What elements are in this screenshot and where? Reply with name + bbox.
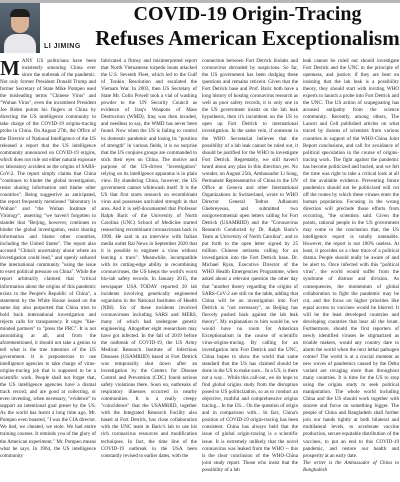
headline-line-1: COVID-19 Origin-Tracing <box>133 3 362 25</box>
column-4-text: leak cannot be ruled out should investigate Fort Detrick and the UNC in the principle of openness, and justice; if they are bent on insisting that the lab leak is a possibility theory, they should start with inviting WHO experts to launch a probe into Fort Detrick and the UNC. The US action of scapegoating has aroused antipathy from the science community. Recently, among others, The Lancet and Cell published articles on what traced by dozens of scientists from various countries in support of the WHO-China Joint Report conclusions, and call for avoidance of political speculation in the course of origins-tracing work. The fight against the pandemic has become politicized and buried, and we felt the time was right to take a critical look at all of the available evidence. Preventing future pandemics should not be politicized will cut off the routes by which these viruses enter the human population. Focusing in the wrong direction will preclude those efforts from occurring, "the scientists said. Given the points, rational people in the US government may come to the conclusion that, the US intelligence report is totally untenable. However, the report is not 100% useless. At least, it provides us a clear trace of a political drama. People should really be aware of and be alert to. Once infected with this "political virus", the world would suffer from the syndrome of distrust and division. As consequences, the momentum of global collaboration to fight the pandemic may be cut, and the focus on higher priorities like equal access to vaccines would be blurred. It will be the least developed countries and developing countries that bear all the brunt. Furthermore, should the first reporters of newly identified viruses be stigmatized as trouble makers, would any country dare to alarm the world when the next lethal pathogen comes? The world is at a crucial moment as new waves of pandemics caused by the Delta variant are ravaging more than throughout many countries. It is time for the US to stop using the origins study to seek political manipulation. The whole world including China and the US should work together with sincere and focus on something bigger. The people of China and Bangladesh shall further join our hands tightly at both bilateral and multilateral levels, to accelerate vaccine production, secure equitable distribution of the vaccines, to put an end to this COVID-19 pandemic, and restore our health and prosperity at an early date. <box>303 58 399 459</box>
article-column-3 <box>202 58 298 482</box>
column-3-text: connection between Fort Detrick biolabs and coronavirus shrouded by suspicions. So far, the US government has been dodging these questions and remains reticent. Given that the Fort Detrick base and Prof. Baric both have a long history of hosting coronavirus research as well as poor safety records, it is only one in the US government insists on the lab leak hypothesis, then it's incumbent on the US to open up Fort Detrick to international investigation. In the same vein, if someone in the WHO Secretariat believes that the possibility of a lab leak cannot be ruled out, it should be justified for the WHO to investigate Fort Detrick. Regrettably, we still haven't heard about any plan in this direction yet. No wonder, on August 25th, Ambassador Li Song, Permanent Representative of China to the UN Office at Geneva and other International Organizations in Switzerland, wrote to WHO Director General Tedros Adhanom Ghebreyesus, and submitted two nongovernmental open letters calling for Fort Detrick (USAMRIID) and the "Coronavirus Research Conducted by Dr. Ralph Baric's Team at University of North Carolina", and to put forth to the open letter signed by 25 million Chinese netizens calling for an investigation into the Fort Detrick base. Dr. Michael Ryan, Executive Director of the WHO Health Emergencies Programme, when asked about a relevant question the other day that "another theory regarding the origins of SARS-CoV-2 are still on the table, adding that China will be an investigation into Fort Detrick is "not necessary", as Beijing has fiercely pushed back against the lab leak theory". My explanation to him would be, we would have no room for American Exceptionalism in the course of scientific virus-origins-tracing. By calling for an investigation into Fort Detrick and the UNC, China hopes to show the world that same standard that the US has claimed should be done in the US to make sure... In a US, is there not a way... While this call-out, we do hope to find global origins study from the disruption posed to US politicization, so as to conduct an objective, truthful and comprehensive origins tracing... In the US... On the question of origin and in comparison with... In fact, China's position of COVID-19 origin-tracing has been consistent. China has always held that the issue of global origin-tracing is a scientific issue. It is extremely unlikely that the novel coronavirus was leaked from the WHO -- this is the clear conclusion of the WHO-China joint study report. Those who insist that the possibility of a lab <box>202 58 298 473</box>
column-2-text: fabricated a flimsy and misinterpreted report that North Vietnamese torpedo boats attacked the U.S. Seventh Fleet, which led to the Gulf of Tonkin Resolution and escalated the Vietnam War. In 2003, then US Secretary of State Mr. Colin Powell took a vial of washing powder to the UN Security Council as evidence of Iraq's Weapons of Mass Destruction (WMD), Iraq was then invaded, and needless to say, the WMD has never been found. Now when the US is failing to control its domestic pandemic and losing its "position of strength" in various fields, it is no surprise that the US conjures groups are commanded to stick their eyes on China. The motive and purpose of the US-driven "investigation" relying on its intelligence apparatus is in plain view. By slandering China, however, the US government cannot whitewash itself. It is the US that first starts research on recombinant virus and possesses unrivaled strength in that area. And it is self-documented that Professor Ralph Baric of the University of North Carolina (UNC) School of Medicine started researching recombinant coronaviruses back in 1990. He said in an interview with Italian media outlet Rai News in September 2020 that it is possible to engineer a virus without leaving a trace". Meanwhile, incompatible with its cutting-edge ability in recombining coronaviruses, the US keeps the world's worst bio-lab safety records. In January 2015, the newspaper USA TODAY reported 20 lab incidents involving genetically engineered organisms in the National Institutes of Health (NIH). Six of these incidents involved coronaviruses including SARS and MERS, many of which had undergone genetic engineering. Altogether eight researchers may have got infected. In the fall of 2019 before the outbreak of COVID-19, the US Army Medical Research Institute of Infectious Diseases (USAMRIID) based at Fort Detrick was temporarily shut down after an investigation by the Centers for Disease Control and Prevention (CDC) found serious safety violations there. Soon on, outbreaks of respiratory illnesses occurred in nearby communities. It is a really creepy "coincidence" that the USAMRIID, together with the Integrated Research Facility also based at Fort Detrick, has close collaboration with the UNC team in Baric's lab to use his rich coronavirus resources and modification techniques. In fact, the time line of the COVID-19 outbreak in the USA been constantly revised to earlier dates, with the <box>101 58 197 459</box>
author-photo-hair <box>10 9 30 17</box>
headline <box>95 2 400 51</box>
article-body <box>0 58 400 482</box>
author-byline: LI JIMING <box>44 43 81 50</box>
article-column-4 <box>303 58 399 482</box>
drop-cap: M <box>0 58 20 80</box>
column-1-text: ANY US politicians have been insistently smearing China ever since the outbreak of the pandemic. Not only former President Donald Trump and former Secretary of State Mike Pompeo used the misleading terms "Chinese Virus" and "Wuhan Virus", even the incumbent President Joe Biden points his fingers at China by directing the US intelligence community to take charge of the COVID-19 origins-tracing probe in China. On August 27th, the Office of the Director of National Intelligence of the US released a report that the US intelligence community announced on COVID-19 origins, which does not rule out either natural exposure or laboratory accident as the origins of SARS-CoV-2. The report simply claims that China "continues to hinder the global investigation, resist sharing information and blame other countries". Being suggestive as anticipated, the report frequently mentioned "laboratory in Wuhan" and "the Wuhan Institute of Virology", asserting "we haven't forgotten to slander that "Beijing, however, continues to hinder the global investigation, resist sharing information and blame other countries, including the United States". The report also accused "China's uncertainty about where an investigation could lead," and openly seduced the international community "using the issue to exert political pressure on China". While the report arbitrarily claimed that "critical information about the origins of this pandemic exists in the People's Republic of China", a statement by the White House issued on the same day also purported that China tries to hold back international investigation and rejects calls for transparency. It urges "like-minded partners" to "press the PRC". It is not astonishing at all, and from the aforementioned, it should not take a genius to tell what is the true intention of the US government. It is preposterous to use intelligence agencies to take charge of virus-origins-tracing job that is supposed to be a scientific work. People shall not forget that, the US intelligence agencies have a dismal track record, and are good at collecting, or even inventing, when necessary, "evidence" to support an intentional goal preset by the US. As the world has learnt a long time ago, Mr. Pompeo even boasted, "I was the CIA director. We lied, we cheated, we stole. We had entire training courses. It reminds you of the glory of the American experiment." Mr. Pompeo means what he says. In 1964, the US intelligence community <box>0 58 96 459</box>
headline-line-2: Refuses American Exceptionalism <box>95 26 400 50</box>
article-column-1 <box>0 58 96 482</box>
writer-note: The writer is the Ambassador of China to Bangladesh <box>303 459 399 473</box>
author-photo-shirt <box>4 34 36 53</box>
author-block <box>0 3 95 58</box>
article-column-2 <box>101 58 197 482</box>
author-photo <box>0 3 40 53</box>
